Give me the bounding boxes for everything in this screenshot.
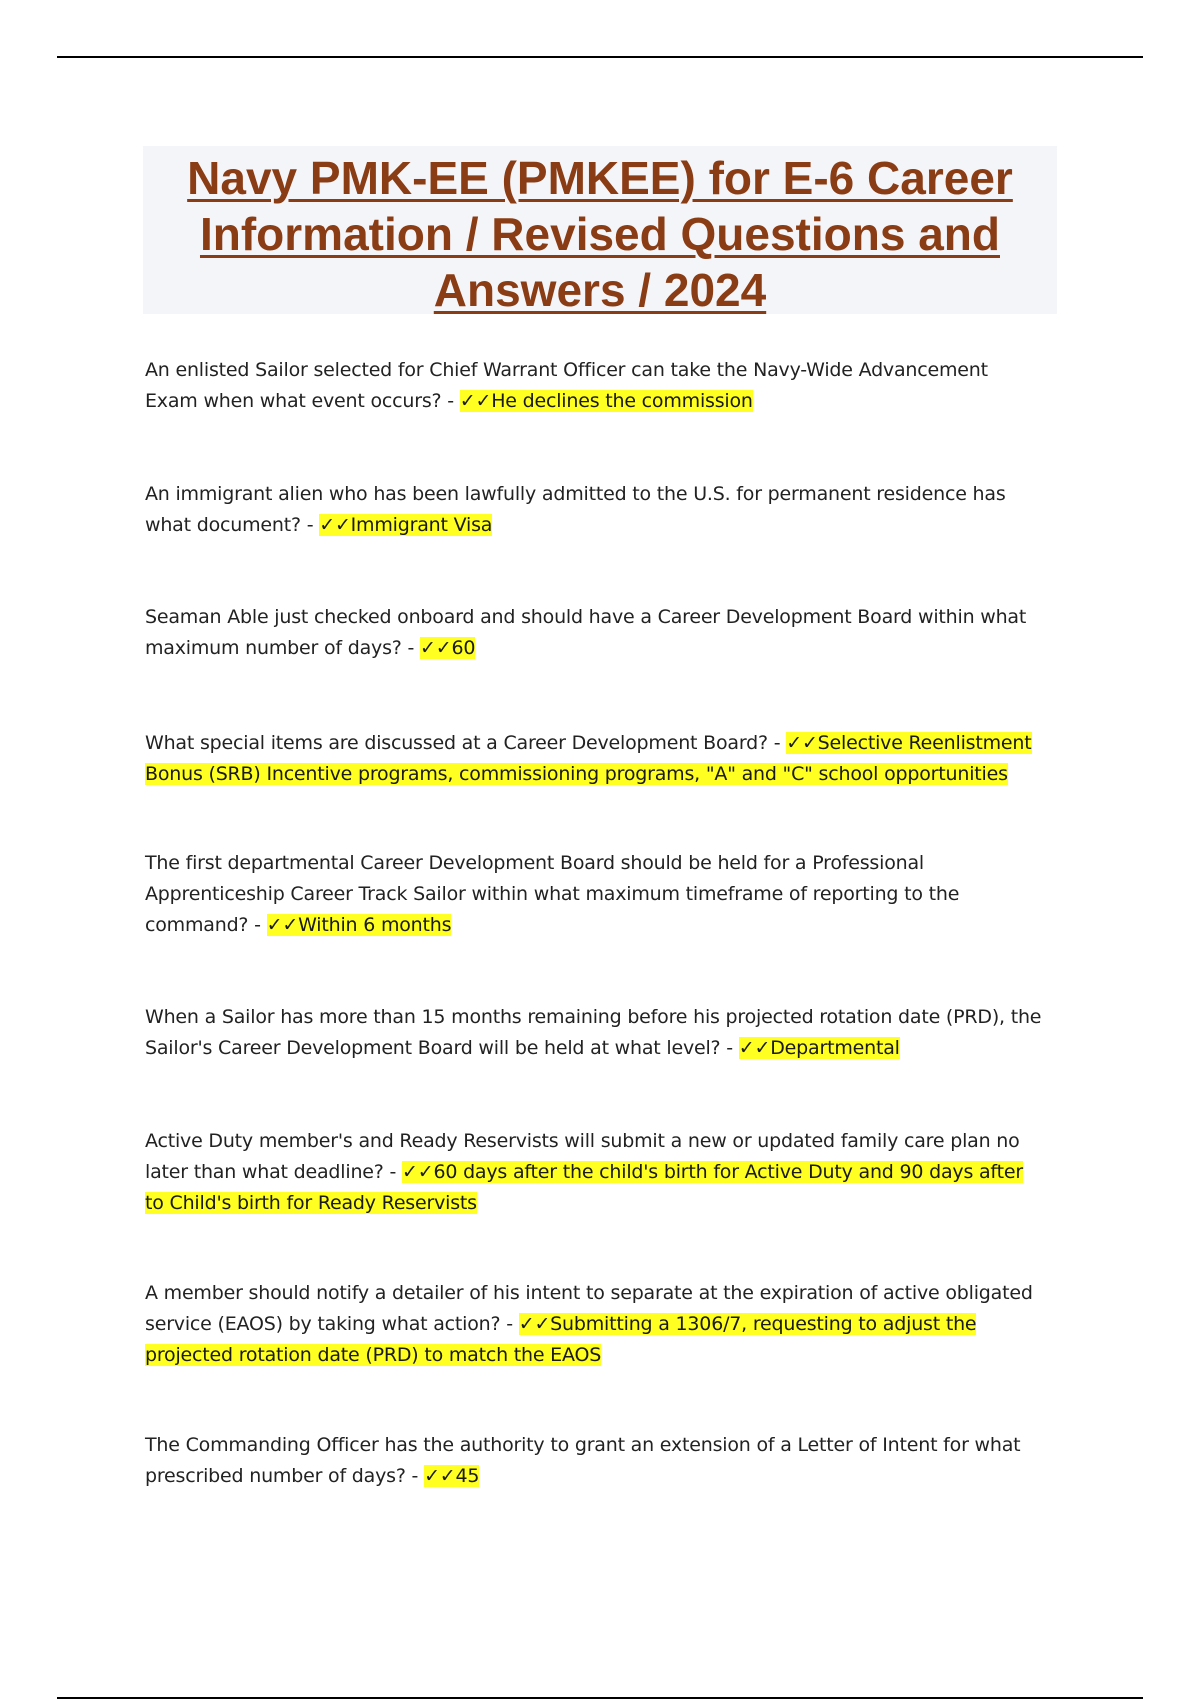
qa-item bbox=[145, 1430, 1045, 1492]
document-title: Navy PMK-EE (PMKEE) for E-6 Career Information / Revised Questions and Answers / 2024 bbox=[187, 152, 1013, 316]
separator: - bbox=[383, 1161, 403, 1183]
separator: - bbox=[500, 1313, 519, 1335]
question-text: Active Duty member's and Ready Reservists will submit a new or updated family care plan no later than what deadline? bbox=[145, 1130, 1020, 1183]
qa-item bbox=[145, 1002, 1045, 1064]
question-text: What special items are discussed at a Career Development Board? bbox=[145, 732, 768, 754]
separator: - bbox=[720, 1037, 739, 1059]
bottom-rule bbox=[57, 1697, 1143, 1699]
question-text: Seaman Able just checked onboard and should have a Career Development Board within what maximum number of days? bbox=[145, 606, 1027, 659]
question-text: An immigrant alien who has been lawfully admitted to the U.S. for permanent residence has what document? bbox=[145, 483, 1006, 536]
qa-item bbox=[145, 848, 1045, 941]
separator: - bbox=[441, 390, 460, 412]
answer-highlight: ✓✓Submitting a 1306/7, requesting to adjust the projected rotation date (PRD) to match the EAOS bbox=[145, 1313, 977, 1366]
answer-highlight: ✓✓Selective Reenlistment Bonus (SRB) Incentive programs, commissioning programs, "A" and "C" school opportunities bbox=[145, 732, 1032, 785]
separator: - bbox=[405, 1465, 425, 1487]
qa-item bbox=[145, 1126, 1045, 1219]
separator: - bbox=[767, 732, 787, 754]
qa-item bbox=[145, 728, 1045, 790]
answer-highlight: ✓✓He declines the commission bbox=[459, 390, 753, 412]
top-rule bbox=[57, 56, 1143, 58]
title-box bbox=[143, 146, 1057, 314]
question-text: The Commanding Officer has the authority to grant an extension of a Letter of Intent for what prescribed number of days? bbox=[145, 1434, 1021, 1487]
question-text: A member should notify a detailer of his intent to separate at the expiration of active obligated service (EAOS) by taking what action? bbox=[145, 1282, 1033, 1335]
separator: - bbox=[300, 514, 320, 536]
answer-highlight: ✓✓60 bbox=[420, 637, 476, 659]
qa-item bbox=[145, 479, 1045, 541]
answer-highlight: ✓✓Departmental bbox=[738, 1037, 900, 1059]
answer-highlight: ✓✓Immigrant Visa bbox=[319, 514, 493, 536]
qa-item bbox=[145, 1278, 1045, 1371]
answer-highlight: ✓✓45 bbox=[424, 1465, 480, 1487]
qa-item bbox=[145, 355, 1045, 417]
question-text: The first departmental Career Development Board should be held for a Professional Apprenticeship Career Track Sailor within what maximum timeframe of reporting to the command? bbox=[145, 852, 960, 936]
qa-item bbox=[145, 602, 1045, 664]
answer-highlight: ✓✓60 days after the child's birth for Active Duty and 90 days after to Child's birth for Ready Reservists bbox=[145, 1161, 1023, 1214]
separator: - bbox=[248, 914, 267, 936]
question-text: An enlisted Sailor selected for Chief Warrant Officer can take the Navy-Wide Advancement Exam when what event occurs? bbox=[145, 359, 988, 412]
answer-highlight: ✓✓Within 6 months bbox=[266, 914, 452, 936]
separator: - bbox=[401, 637, 420, 659]
question-text: When a Sailor has more than 15 months remaining before his projected rotation date (PRD), the Sailor's Career Development Board will be held at what level? bbox=[145, 1006, 1042, 1059]
